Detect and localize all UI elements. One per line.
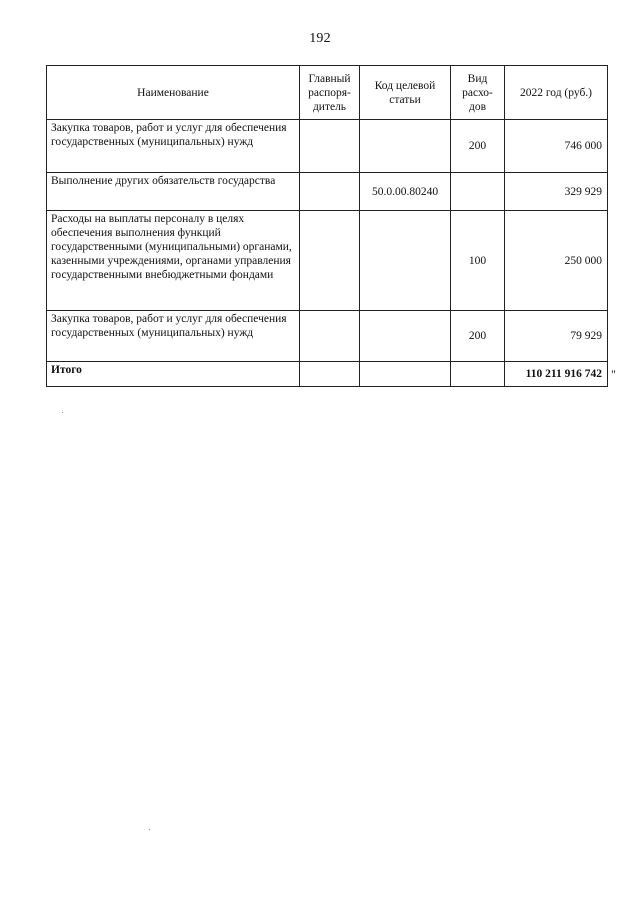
row-code — [360, 120, 451, 173]
scan-speck — [149, 829, 150, 830]
total-code — [360, 362, 451, 387]
row-vid: 200 — [451, 120, 505, 173]
row-sum: 250 000 — [505, 211, 608, 311]
table-row — [47, 120, 608, 173]
total-vid — [451, 362, 505, 387]
row-name: Выполнение других обязательств государства — [47, 173, 300, 211]
total-sum: 110 211 916 742 — [505, 362, 608, 387]
table-row — [47, 211, 608, 311]
row-name: Расходы на выплаты персоналу в целях обеспечения выполнения функций государственными (муниципальными) органами, казенными учреждениями, органами управления государственными внебюджетными фондами — [47, 211, 300, 311]
row-sum: 329 929 — [505, 173, 608, 211]
total-row — [47, 362, 608, 387]
budget-table — [46, 65, 608, 387]
header-code: Код целевой статьи — [360, 66, 451, 120]
row-code: 50.0.00.80240 — [360, 173, 451, 211]
row-glavny — [300, 173, 360, 211]
row-glavny — [300, 211, 360, 311]
header-glavny: Главный распоря-дитель — [300, 66, 360, 120]
row-name: Закупка товаров, работ и услуг для обеспечения государственных (муниципальных) нужд — [47, 120, 300, 173]
row-vid: 100 — [451, 211, 505, 311]
row-code — [360, 311, 451, 362]
total-label: Итого — [47, 362, 300, 387]
row-vid: 200 — [451, 311, 505, 362]
table-row — [47, 311, 608, 362]
total-glavny — [300, 362, 360, 387]
header-name: Наименование — [47, 66, 300, 120]
row-vid — [451, 173, 505, 211]
header-vid: Вид расхо-дов — [451, 66, 505, 120]
closing-quote: " — [611, 367, 616, 381]
table-row — [47, 173, 608, 211]
row-glavny — [300, 311, 360, 362]
row-sum: 79 929 — [505, 311, 608, 362]
row-name: Закупка товаров, работ и услуг для обеспечения государственных (муниципальных) нужд — [47, 311, 300, 362]
table-header-row — [47, 66, 608, 120]
row-sum: 746 000 — [505, 120, 608, 173]
row-code — [360, 211, 451, 311]
page-number: 192 — [309, 31, 331, 46]
scan-speck — [62, 412, 63, 413]
row-glavny — [300, 120, 360, 173]
header-sum: 2022 год (руб.) — [505, 66, 608, 120]
